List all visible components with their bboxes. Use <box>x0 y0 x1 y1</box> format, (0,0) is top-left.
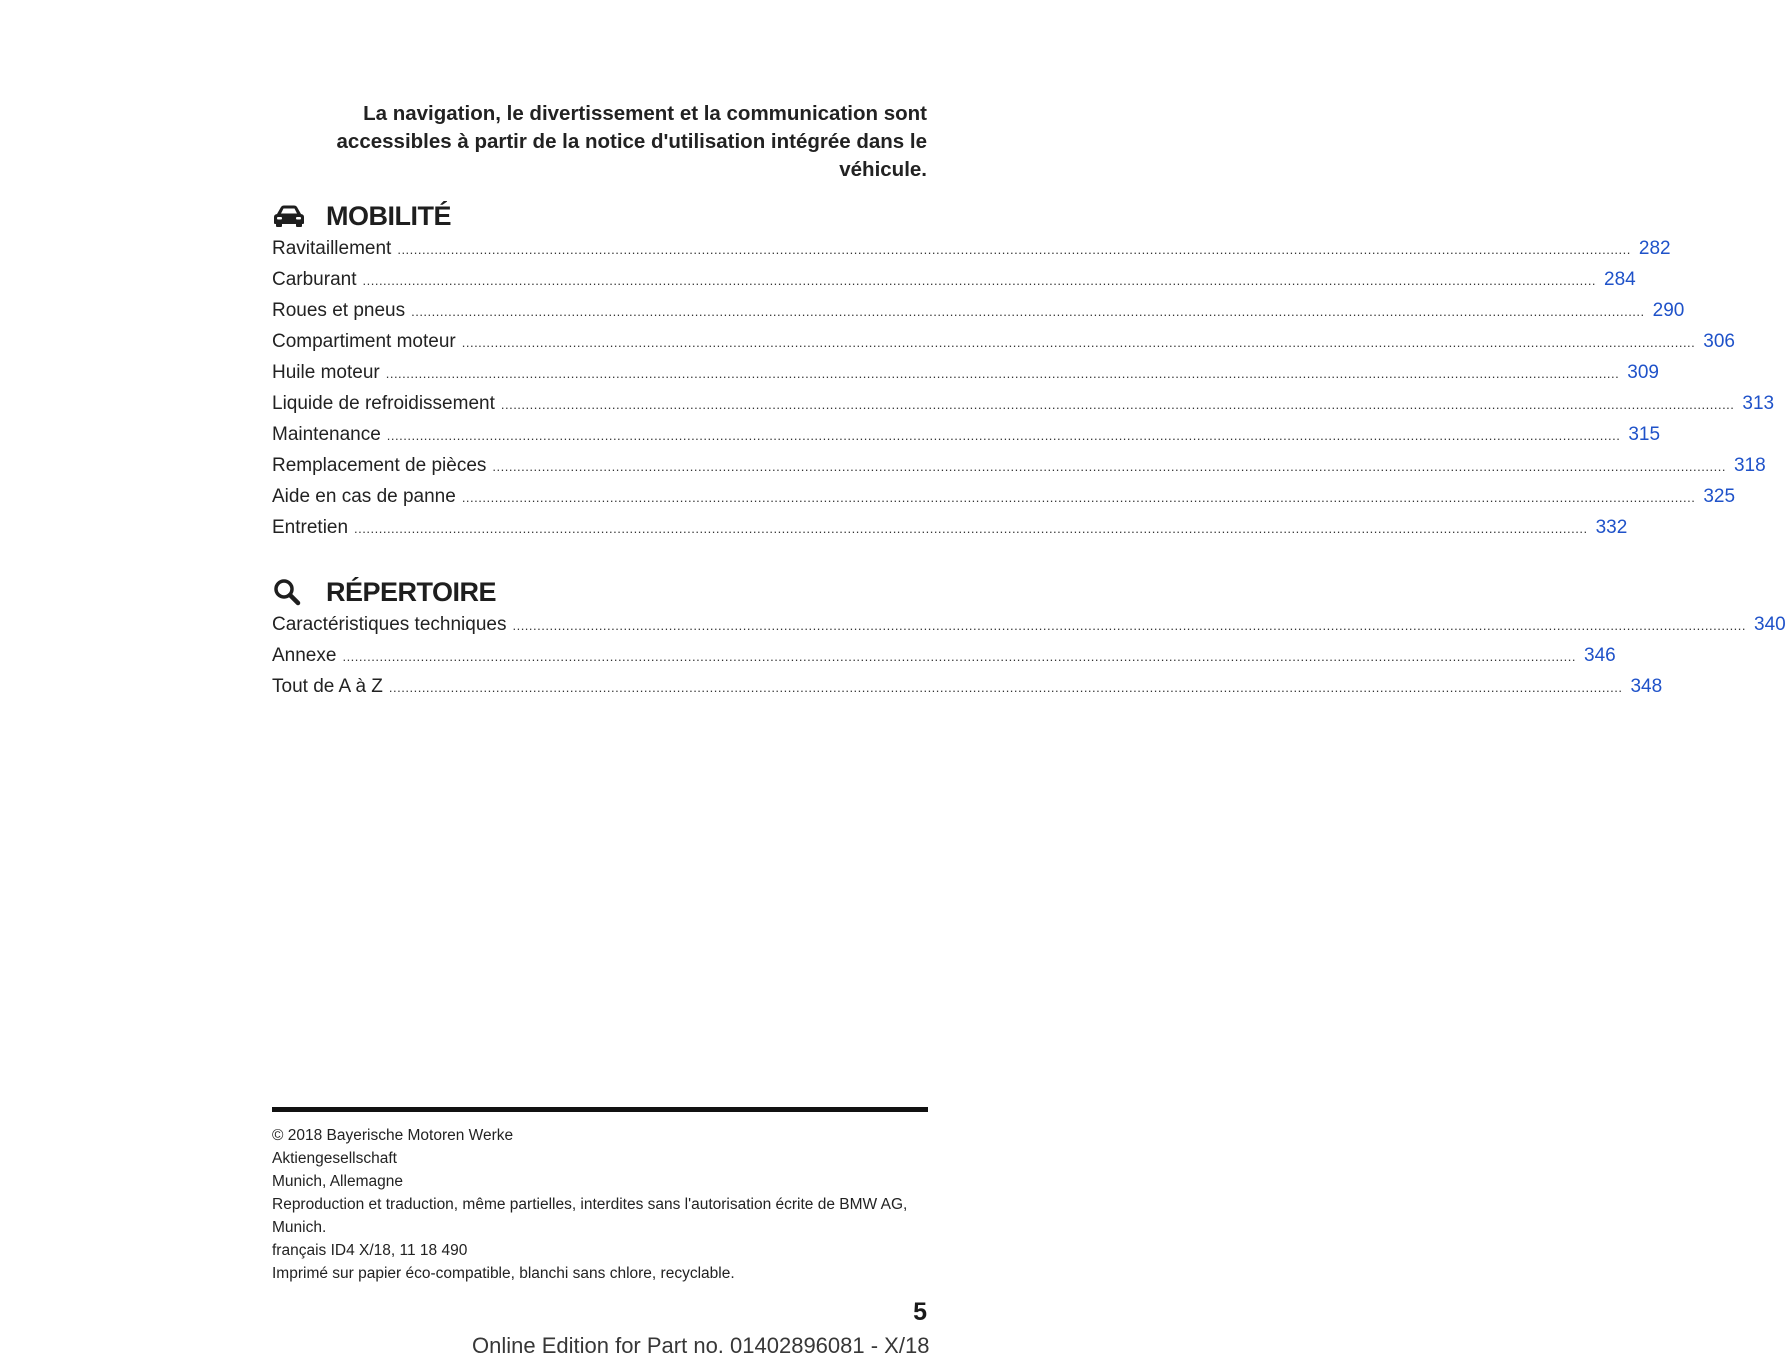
toc-entry-label: Caractéristiques techniques <box>272 614 507 635</box>
car-icon <box>272 200 312 232</box>
toc-leader-dots: ............................................................................................................................................................................................................................................................................................................ <box>512 618 1747 633</box>
toc-entry[interactable] <box>272 300 1685 331</box>
toc-page-link[interactable]: 346 <box>1584 645 1616 666</box>
footer-line: © 2018 Bayerische Motoren Werke <box>272 1127 514 1144</box>
section-title: RÉPERTOIRE <box>326 576 497 607</box>
toc-leader-dots: ............................................................................................................................................................................................................................................................................................................ <box>354 521 1588 536</box>
toc-page-link[interactable]: 332 <box>1595 517 1628 538</box>
toc-entry-label: Ravitaillement <box>272 238 392 259</box>
toc-entry-label: Aide en cas de panne <box>272 486 456 507</box>
toc-page-link[interactable]: 282 <box>1638 238 1671 259</box>
toc-entry[interactable] <box>272 455 1766 486</box>
toc-leader-dots: ............................................................................................................................................................................................................................................................................................................ <box>397 242 1631 257</box>
copyright-footer <box>272 1124 928 1285</box>
toc-page-link[interactable]: 318 <box>1733 455 1766 476</box>
toc-entry-label: Maintenance <box>272 424 381 445</box>
toc-entry[interactable] <box>272 676 1663 707</box>
section-repertoire <box>272 572 1786 707</box>
toc-leader-dots: ............................................................................................................................................................................................................................................................................................................ <box>492 459 1726 474</box>
toc-entry[interactable] <box>272 331 1735 362</box>
edition-watermark: Online Edition for Part no. 01402896081 - X/18 <box>472 1333 930 1358</box>
intro-note <box>307 100 927 184</box>
toc-leader-dots: ............................................................................................................................................................................................................................................................................................................ <box>461 490 1696 505</box>
toc-entry-label: Remplacement de pièces <box>272 455 487 476</box>
toc-list <box>272 238 1775 548</box>
section-mobilite <box>272 196 1775 548</box>
intro-line: véhicule. <box>839 158 927 181</box>
footer-divider <box>272 1107 928 1112</box>
footer-line: Aktiengesellschaft <box>272 1150 397 1167</box>
page-number: 5 <box>913 1298 927 1326</box>
toc-page-link[interactable]: 315 <box>1628 424 1661 445</box>
toc-leader-dots: ............................................................................................................................................................................................................................................................................................................ <box>385 366 1620 381</box>
toc-list <box>272 614 1786 707</box>
toc-page-link[interactable]: 290 <box>1652 300 1685 321</box>
toc-leader-dots: ............................................................................................................................................................................................................................................................................................................ <box>461 335 1696 350</box>
toc-entry-label: Liquide de refroidissement <box>272 393 495 414</box>
toc-leader-dots: ............................................................................................................................................................................................................................................................................................................ <box>388 680 1623 695</box>
toc-leader-dots: ............................................................................................................................................................................................................................................................................................................ <box>411 304 1645 319</box>
toc-entry-label: Annexe <box>272 645 337 666</box>
footer-line: Munich. <box>272 1219 327 1236</box>
toc-entry[interactable] <box>272 424 1661 455</box>
toc-entry[interactable] <box>272 517 1628 548</box>
toc-leader-dots: ............................................................................................................................................................................................................................................................................................................ <box>500 397 1735 412</box>
section-title: MOBILITÉ <box>326 200 451 231</box>
section-header <box>272 572 928 612</box>
toc-entry[interactable] <box>272 269 1636 300</box>
toc-leader-dots: ............................................................................................................................................................................................................................................................................................................ <box>386 428 1621 443</box>
search-icon <box>272 576 312 608</box>
footer-line: Imprimé sur papier éco-compatible, blanchi sans chlore, recyclable. <box>272 1265 735 1282</box>
toc-leader-dots: ............................................................................................................................................................................................................................................................................................................ <box>362 273 1597 288</box>
toc-page-link[interactable]: 306 <box>1703 331 1735 352</box>
toc-page-link[interactable]: 348 <box>1630 676 1663 697</box>
footer-line: français ID4 X/18, 11 18 490 <box>272 1242 468 1259</box>
toc-entry[interactable] <box>272 393 1775 424</box>
toc-entry[interactable] <box>272 238 1671 269</box>
toc-entry[interactable] <box>272 486 1736 517</box>
toc-page-link[interactable]: 309 <box>1627 362 1659 383</box>
toc-entry-label: Tout de A à Z <box>272 676 383 697</box>
section-header <box>272 196 928 236</box>
toc-entry-label: Entretien <box>272 517 349 538</box>
footer-line: Munich, Allemagne <box>272 1173 403 1190</box>
footer-line: Reproduction et traduction, même partielles, interdites sans l'autorisation écrite de BMW AG, <box>272 1196 908 1213</box>
intro-line: accessibles à partir de la notice d'utilisation intégrée dans le <box>336 130 927 153</box>
toc-page-link[interactable]: 284 <box>1604 269 1636 290</box>
toc-entry[interactable] <box>272 362 1659 393</box>
toc-page-link[interactable]: 313 <box>1742 393 1775 414</box>
toc-leader-dots: ............................................................................................................................................................................................................................................................................................................ <box>342 649 1576 664</box>
toc-entry[interactable] <box>272 645 1616 676</box>
intro-line: La navigation, le divertissement et la communication sont <box>363 102 927 125</box>
toc-entry-label: Compartiment moteur <box>272 331 456 352</box>
toc-entry[interactable] <box>272 614 1786 645</box>
toc-entry-label: Roues et pneus <box>272 300 406 321</box>
toc-entry-label: Huile moteur <box>272 362 380 383</box>
toc-entry-label: Carburant <box>272 269 357 290</box>
toc-page-link[interactable]: 325 <box>1703 486 1736 507</box>
toc-page-link[interactable]: 340 <box>1754 614 1786 635</box>
